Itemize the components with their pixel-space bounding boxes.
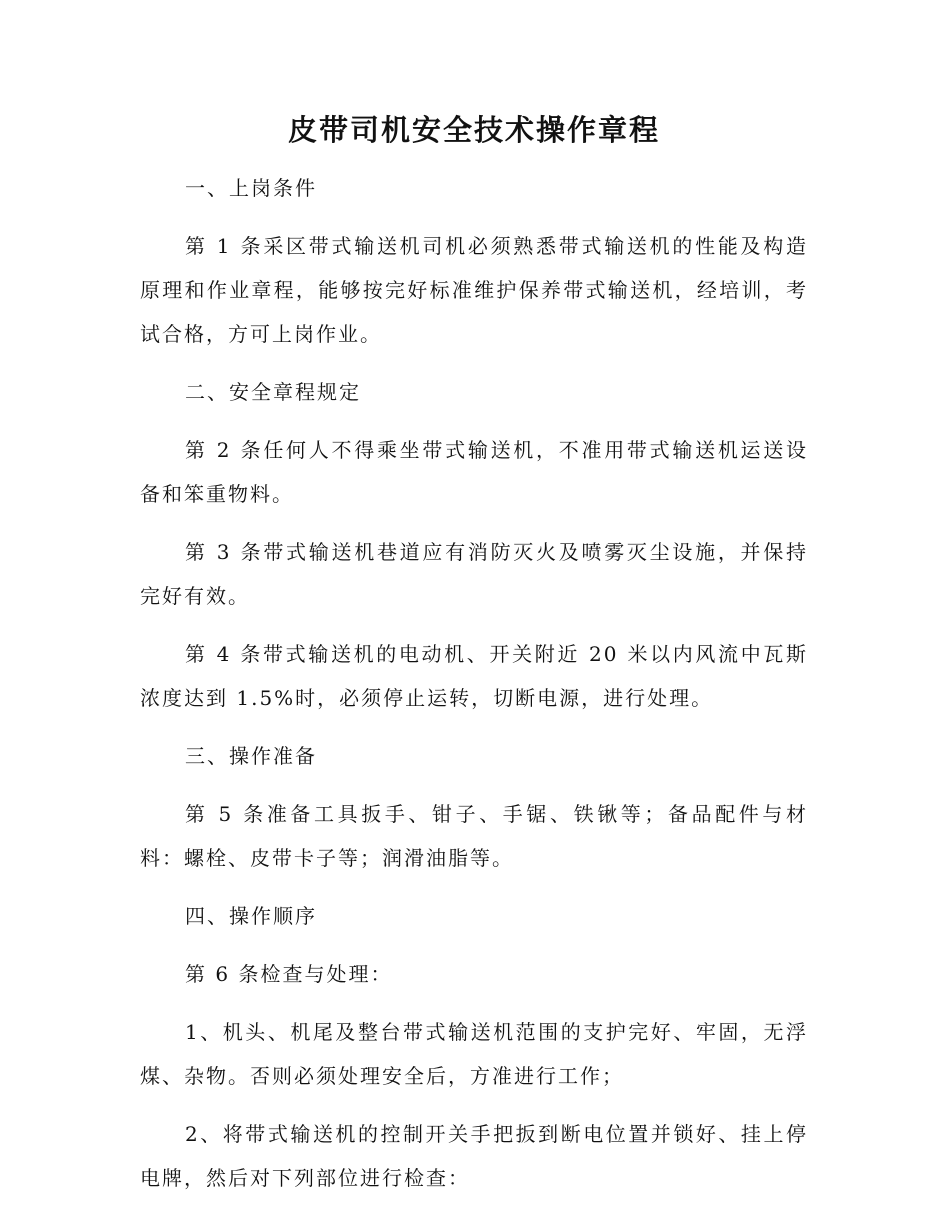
paragraph-item-1: 1、机头、机尾及整台带式输送机范围的支护完好、牢固，无浮煤、杂物。否则必须处理安全后，方准进行工作； — [140, 1020, 808, 1088]
paragraph-article-6: 第 6 条检查与处理： — [185, 962, 393, 986]
section-heading-4: 四、操作顺序 — [185, 904, 317, 928]
section-heading-2: 二、安全章程规定 — [185, 380, 361, 404]
section-heading-1: 一、上岗条件 — [185, 176, 317, 200]
paragraph-article-5: 第 5 条准备工具扳手、钳子、手锯、铁锹等；备品配件与材料：螺栓、皮带卡子等；润滑油脂等。 — [140, 802, 808, 870]
paragraph-article-1: 第 1 条采区带式输送机司机必须熟悉带式输送机的性能及构造原理和作业章程，能够按完好标准维护保养带式输送机，经培训，考试合格，方可上岗作业。 — [140, 234, 808, 346]
paragraph-article-3: 第 3 条带式输送机巷道应有消防灭火及喷雾灭尘设施，并保持完好有效。 — [140, 540, 808, 608]
paragraph-item-2: 2、将带式输送机的控制开关手把扳到断电位置并锁好、挂上停电牌，然后对下列部位进行检查： — [140, 1122, 808, 1190]
document-page — [140, 108, 808, 1200]
section-heading-3: 三、操作准备 — [185, 744, 317, 768]
paragraph-article-4: 第 4 条带式输送机的电动机、开关附近 20 米以内风流中瓦斯浓度达到 1.5%时，必须停止运转，切断电源，进行处理。 — [140, 642, 808, 710]
paragraph-article-2: 第 2 条任何人不得乘坐带式输送机，不准用带式输送机运送设备和笨重物料。 — [140, 438, 808, 506]
document-title: 皮带司机安全技术操作章程 — [287, 113, 660, 147]
